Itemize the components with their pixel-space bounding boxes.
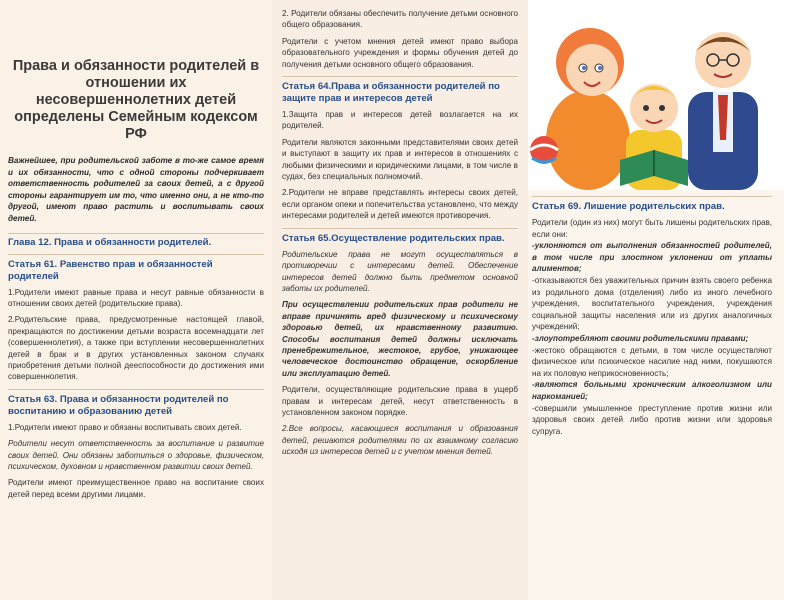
article-69-heading: Статья 69. Лишение родительских прав. (532, 196, 772, 213)
article-61-paragraph-2: 2.Родительские права, предусмотренные настоящей главой, прекращаются по достижении детьми возраста восемнадцати лет (совершеннолетия), а также при вступлении несовершеннолетних детей в брак и в других установленных законом случаях приобретения детьми полной дееспособности до достижения ими совершеннолетия. (8, 315, 264, 382)
mother-body (546, 90, 630, 190)
family-reading-illustration (528, 0, 784, 190)
article-63-paragraph-3: Родители имеют преимущественное право на воспитание своих детей перед всеми другими лицами. (8, 478, 264, 499)
article-61-heading: Статья 61. Равенство прав и обязанностей родителей (8, 254, 264, 283)
intro-paragraph: Важнейшее, при родительской заботе в то-же самое время и их обязанности, что с одной стороны подчеркивает ответственность родителей за своих детей, а с другой стороны гарантирует им то, что именно они, а не кто-то другой, имеют право растить и воспитывать своих детей. (8, 156, 264, 223)
article-69-item: -отказываются без уважительных причин взять своего ребенка из родильного дома (отделения) либо из иного лечебного учреждения, воспитательного учреждения, учреждения социальной защиты населения или из других аналогичных учреждений; (532, 275, 772, 332)
article-69-item: Родители (один из них) могут быть лишены родительских прав, если они: (532, 218, 772, 239)
page-edge (784, 0, 800, 600)
article-69-item: -являются больными хроническим алкоголизмом или наркоманией; (532, 380, 772, 401)
middle-column (272, 0, 528, 600)
right-column (528, 0, 784, 600)
article-64-paragraph-2: Родители являются законными представителями своих детей и выступают в защиту их прав и интересов в отношениях с любыми физическими и юридическими лицами, в том числе в судах, без специальных полномочий. (282, 137, 518, 182)
article-69-block (528, 190, 784, 437)
article-65-paragraph-2: При осуществлении родительских прав родители не вправе причинять вред физическому и психическому здоровью детей, их нравственному развитию. Способы воспитания детей должны исключать пренебрежительное, жестокое, грубое, унижающее человеческое достоинство обращение, оскорбление или эксплуатацию детей. (282, 300, 518, 378)
article-63-paragraph-1: 1.Родители имеют право и обязаны воспитывать своих детей. (8, 422, 242, 432)
middle-paragraph-top-1: 2. Родители обязаны обеспечить получение детьми основного общего образования. (282, 9, 518, 30)
article-61-paragraph-1: 1.Родители имеют равные права и несут равные обязанности в отношении своих детей (родительские права). (8, 287, 264, 308)
article-65-paragraph-1: Родительские права не могут осуществляться в противоречии с интересами детей. Обеспечение интересов детей должно быть предметом основной заботы их родителей. (282, 249, 518, 293)
article-63-heading: Статья 63. Права и обязанности родителей по воспитанию и образованию детей (8, 389, 264, 418)
article-64-heading: Статья 64.Права и обязанности родителей по защите прав и интересов детей (282, 76, 518, 105)
chapter-heading: Глава 12. Права и обязанности родителей. (8, 233, 264, 248)
article-64-paragraph-1: 1.Защита прав и интересов детей возлагается на их родителей. (282, 110, 518, 131)
left-column (0, 0, 272, 600)
child-face (630, 84, 678, 132)
mother-face (566, 44, 618, 96)
article-65-paragraph-3: Родители, осуществляющие родительские права в ущерб правам и интересам детей, несут ответственность в установленном законом порядке. (282, 385, 518, 417)
article-65-paragraph-4: 2.Все вопросы, касающиеся воспитания и образования детей, решаются родителями по их взаимному согласию исходя из интересов детей и с учетом мнения детей. (282, 424, 518, 457)
article-63-paragraph-2: Родители несут ответственность за воспитание и развитие своих детей. Они обязаны заботиться о здоровье, физическом, психическом, духовном и нравственном развитии своих детей. (8, 439, 264, 472)
article-69-item: -совершили умышленное преступление против жизни или здоровья своих детей либо против жизни или здоровья супруга. (532, 403, 772, 436)
article-65-heading: Статья 65.Осуществление родительских прав. (282, 228, 518, 245)
article-69-item: -уклоняются от выполнения обязанностей родителей, в том числе при злостном уклонении от уплаты алиментов; (532, 241, 772, 274)
article-69-item: -злоупотребляют своими родительскими правами; (532, 333, 749, 343)
article-69-item: -жестоко обращаются с детьми, в том числе осуществляют физическое или психическое насилие над ними, покушаются на их половую неприкосновенность; (532, 345, 772, 378)
middle-paragraph-top-2: Родители с учетом мнения детей имеют право выбора образовательного учреждения и формы обучения детей до получения детьми основного общего образования. (282, 36, 518, 69)
article-64-paragraph-3: 2.Родители не вправе представлять интересы своих детей, если органом опеки и попечительства установлено, что между интересами родителей и детей имеются противоречия. (282, 188, 518, 221)
page-title: Права и обязанности родителей в отношении их несовершеннолетних детей определены Семейным кодексом РФ (12, 58, 260, 142)
